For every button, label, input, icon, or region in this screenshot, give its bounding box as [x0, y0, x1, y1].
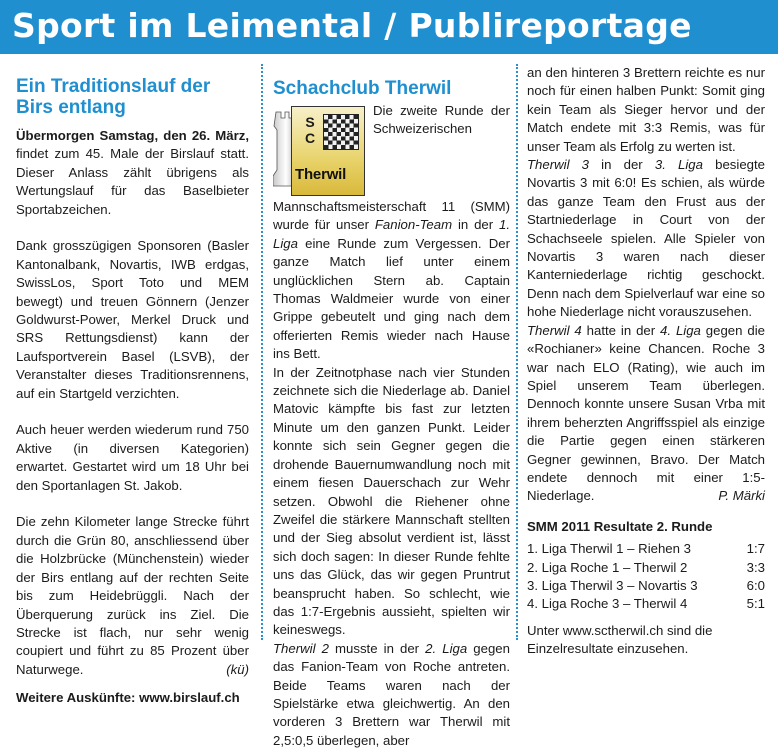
logo-initials: S C [304, 114, 316, 146]
paragraph-text: besiegte Novartis 3 mit 6:0! Es schien, als würde das ganze Team den Frust aus der Startniederlage in Court von der Schachseele spielen. Alle Spieler von Novartis 3 waren nach dieser Kanterniederlage richtig geschockt. Denn nach dem Spielverlauf war eine so hohe Niederlage nicht vorauszusehen. [527, 157, 765, 320]
result-score: 6:0 [746, 577, 765, 593]
paragraph-text: eine Runde zum Vergessen. Der ganze Match lief unter einem unglücklichen Stern ab. Captain Thomas Waldmeier wurde von einer Grippe gebeutelt und ging nach dem offerierten Remis wieder nach Hause ins Bett. [273, 235, 510, 362]
article-heading: Ein Traditionslauf der Birs entlang [16, 76, 211, 118]
page-title: Sport im Leimental / Publireportage [12, 6, 692, 45]
paragraph-text: findet zum 45. Male der Birslauf statt. Dieser Anlass zählt übrigens als Wertungslauf für das Baselbieter Sportabzeichen. [16, 146, 249, 217]
article-birslauf [16, 66, 249, 708]
paragraph-text: Die zehn Kilometer lange Strecke führt durch die Grün 80, anschliessend über die Holzbrücke (Münchenstein) wieder der Birs entlang auf der rechten Seite bis zum Heidebrüggli. Nach der Überquerung zurück ins Ziel. Die Strecke ist flach, nur sehr wenig coupiert und führt zu 85 Prozent über Naturwege. [16, 514, 249, 677]
result-row [527, 540, 765, 558]
info-line [16, 689, 249, 707]
team-name: Therwil 2 [273, 640, 329, 656]
result-match: 4. Liga Roche 3 – Therwil 4 [527, 596, 688, 612]
results-list [527, 540, 765, 614]
paragraph [273, 640, 510, 750]
club-logo [273, 104, 367, 196]
paragraph-text: in der [589, 157, 655, 173]
column-divider [516, 64, 518, 640]
article-schachclub [273, 66, 510, 750]
article-heading: Schachclub Therwil [273, 78, 452, 99]
result-match: 2. Liga Roche 1 – Therwil 2 [527, 559, 688, 575]
paragraph-text: gegen das Fanion-Team von Roche antreten. Beide Teams waren nach der Spielstärke etwa gleichwertig. An den vorderen 3 Brettern war Therwil mit 2,5:0,5 überlegen, aber [273, 640, 510, 748]
paragraph [527, 322, 765, 506]
results-title: SMM 2011 Resultate 2. Runde [527, 518, 713, 534]
result-score: 5:1 [746, 596, 765, 612]
paragraph: In der Zeitnotphase nach vier Stunden zeichnete sich die Niederlage ab. Daniel Matovic kämpfte bis fast zur letzten Minute um den ganzen Punkt. Leider konnte sich sein Gegner gegen die drohende Bauernumwandlung noch mit einem fiesen Dauerschach zur Wehr setzen. Obwohl die Riehener ohne Zweifel die stärkere Mannschaft stellten und der Sieg absolut verdient ist, lässt sich doch sagen: In dieser Runde fehlte uns das Glück, das wir gegen Pruntrut beansprucht haben. So schlecht, wie das 1:7-Ergebnis aussieht, spielten wir keineswegs. [273, 364, 510, 638]
paragraph: Dank grosszügigen Sponsoren (Basler Kantonalbank, Novartis, IWB erdgas, SwissLos, Sport Toto und MEM bewegt) und treuen Gönnern (Jenzer Goldwurst-Power, Merkel Druck und SRS Rettungsdienst) kann der Laufsportverein Basel (LSVB), der Veranstalter dieses Traditionsrennens, auf ein Startgeld verzichten. [16, 238, 249, 401]
chessboard-icon [323, 114, 359, 150]
paragraph-text: hatte in der [581, 322, 661, 338]
team-name: Therwil 4 [527, 322, 582, 338]
team-name: Fanion-Team [374, 217, 453, 233]
result-row [527, 559, 765, 577]
paragraph-text: Die zweite Runde der Schweizerischen Mannschaftsmeisterschaft 11 (SMM) wurde für unser [273, 103, 510, 233]
team-name: Therwil 3 [527, 157, 590, 173]
paragraph-text: in der [452, 217, 499, 233]
logo-name: Therwil [295, 166, 347, 183]
result-match: 3. Liga Therwil 3 – Novartis 3 [527, 577, 698, 593]
league-name: 3. Liga [654, 157, 703, 173]
league-name: 2. Liga [425, 640, 468, 656]
paragraph-lead: Übermorgen Samstag, den 26. März, [16, 128, 249, 143]
result-row [527, 577, 765, 595]
league-name: 1. Liga [273, 217, 510, 251]
paragraph [16, 127, 249, 219]
paragraph-text: musste in der [328, 640, 426, 656]
result-score: 1:7 [746, 541, 765, 557]
paragraph-text: gegen die «Rochianer» keine Chancen. Roche 3 war nach ELO (Rating), wie auch im Spiel unserem Team überlegen. Dennoch konnte unsere Susan Vrba mit ihrem beherzten Angriffsspiel als einzige die Partie gegen einen stärkeren Gegner gewinnen, Bravo. Der Match endete dennoch mit einer 1:5-Niederlage. [527, 322, 765, 504]
info-link-text: Weitere Auskünfte: www.birslauf.ch [16, 690, 240, 706]
column-divider [261, 64, 263, 640]
paragraph [16, 513, 249, 679]
paragraph [527, 156, 765, 322]
author-signature: P. Märki [718, 488, 765, 504]
results-footer: Unter www.sctherwil.ch sind die Einzelresultate einzusehen. [527, 622, 713, 657]
page-banner [0, 0, 778, 54]
paragraph: an den hinteren 3 Brettern reichte es nur noch für einen halben Punkt: Somit ging kein Team als Sieger hervor und der Match endete mit 3:3 Remis, was für unser Team als Erfolg zu werten ist. [527, 65, 765, 154]
league-name: 4. Liga [660, 322, 701, 338]
result-row [527, 595, 765, 613]
result-score: 3:3 [746, 559, 765, 575]
author-signature: (kü) [226, 661, 249, 677]
result-match: 1. Liga Therwil 1 – Riehen 3 [527, 541, 691, 557]
article-schachclub-continued [527, 64, 765, 659]
paragraph: Auch heuer werden wiederum rund 750 Aktive (in diversen Kategorien) erwartet. Gestartet wird um 18 Uhr bei den Sportanlagen St. Jakob. [16, 422, 249, 493]
